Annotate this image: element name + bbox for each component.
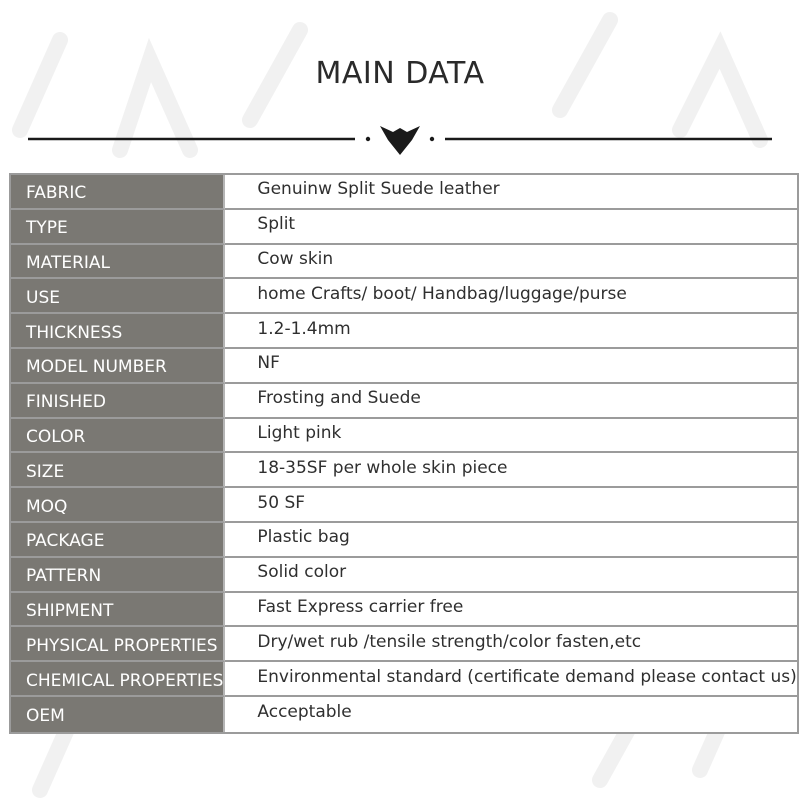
spec-label: USE <box>11 279 225 314</box>
spec-value: 18-35SF per whole skin piece <box>225 453 796 488</box>
spec-label: TYPE <box>11 210 225 245</box>
spec-value: Dry/wet rub /tensile strength/color fasten,etc <box>225 627 796 662</box>
spec-value: Cow skin <box>225 245 796 280</box>
spec-label: CHEMICAL PROPERTIES <box>11 662 225 697</box>
table-row <box>11 384 797 419</box>
spec-label: FABRIC <box>11 175 225 210</box>
spec-label: OEM <box>11 697 225 732</box>
table-row <box>11 279 797 314</box>
table-row <box>11 662 797 697</box>
spec-value: Environmental standard (certificate demand please contact us) <box>225 662 796 697</box>
spec-value: Acceptable <box>257 702 352 723</box>
table-row <box>11 453 797 488</box>
table-row <box>11 627 797 662</box>
table-row <box>11 523 797 558</box>
spec-label: MODEL NUMBER <box>11 349 225 384</box>
table-row <box>11 593 797 628</box>
spec-label: FINISHED <box>11 384 225 419</box>
spec-label: SIZE <box>11 453 225 488</box>
table-row <box>11 419 797 454</box>
spec-value: Solid color <box>225 558 796 593</box>
table-row <box>11 488 797 523</box>
spec-label: THICKNESS <box>11 314 225 349</box>
table-row <box>11 245 797 280</box>
spec-label: MOQ <box>11 488 225 523</box>
spec-value: Frosting and Suede <box>225 384 796 419</box>
table-row <box>11 697 797 732</box>
spec-value: Plastic bag <box>225 523 796 558</box>
specs-table <box>9 173 799 734</box>
spec-label: COLOR <box>11 419 225 454</box>
spec-value: home Crafts/ boot/ Handbag/luggage/purse <box>225 279 796 314</box>
spec-label: PATTERN <box>11 558 225 593</box>
spec-value: Genuinw Split Suede leather <box>225 175 796 210</box>
spec-value: Split <box>225 210 796 245</box>
spec-label: PACKAGE <box>11 523 225 558</box>
spec-value: 50 SF <box>225 488 796 523</box>
spec-value: 1.2-1.4mm <box>225 314 796 349</box>
title-divider <box>0 118 800 162</box>
table-row <box>11 314 797 349</box>
spec-value: Light pink <box>225 419 796 454</box>
table-row <box>11 349 797 384</box>
spec-value: Fast Express carrier free <box>225 593 796 628</box>
page-title: MAIN DATA <box>315 56 485 91</box>
spec-label: MATERIAL <box>11 245 225 280</box>
table-row <box>11 558 797 593</box>
table-row <box>11 175 797 210</box>
fox-head-icon <box>380 126 420 155</box>
spec-label: SHIPMENT <box>11 593 225 628</box>
spec-value: NF <box>225 349 796 384</box>
table-row <box>11 210 797 245</box>
spec-label: PHYSICAL PROPERTIES <box>11 627 225 662</box>
